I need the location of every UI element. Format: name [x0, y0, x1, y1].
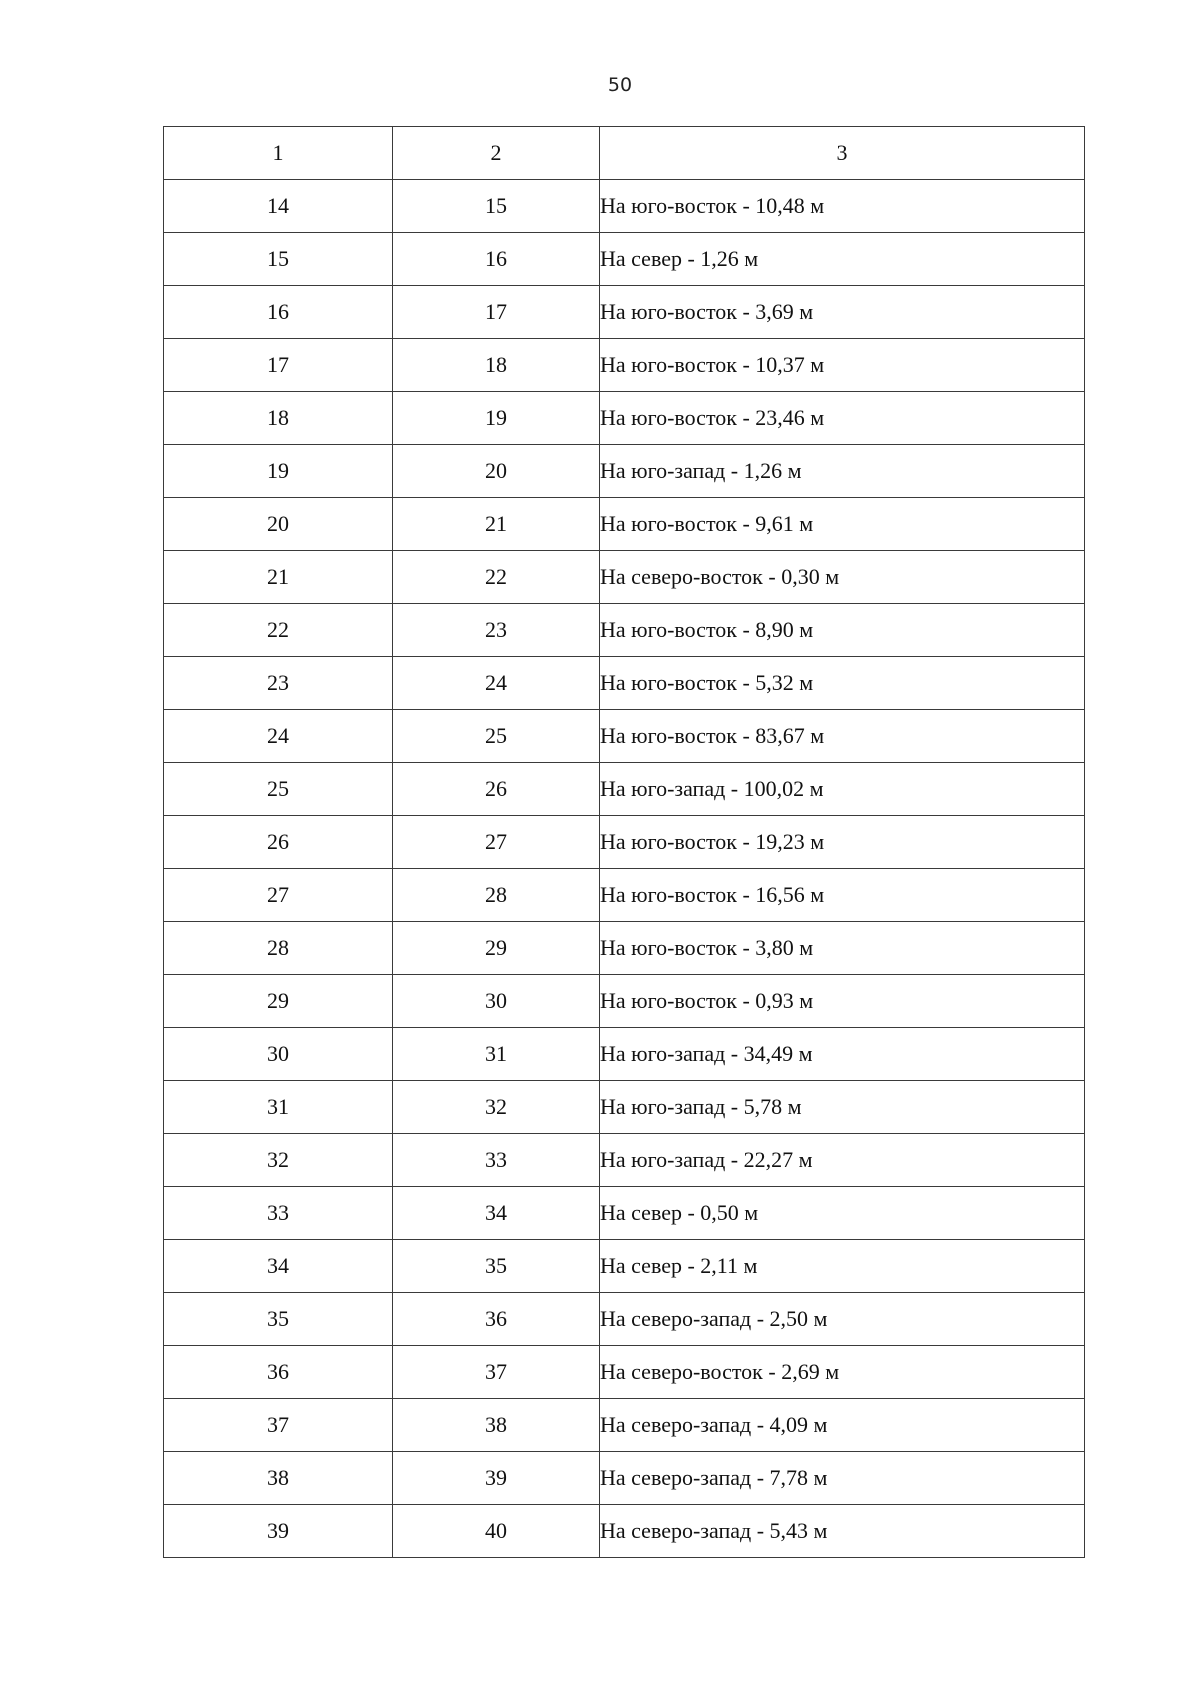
- cell-direction-distance: На северо-запад - 4,09 м: [600, 1399, 1085, 1452]
- cell-direction-distance: На юго-запад - 5,78 м: [600, 1081, 1085, 1134]
- cell-direction-distance: На юго-восток - 0,93 м: [600, 975, 1085, 1028]
- table-header-row: [164, 127, 1085, 180]
- cell-direction-distance: На северо-восток - 0,30 м: [600, 551, 1085, 604]
- cell-to-point: 18: [393, 339, 600, 392]
- table-row: [164, 763, 1085, 816]
- boundary-table: [163, 126, 1085, 1558]
- cell-to-point: 34: [393, 1187, 600, 1240]
- table-row: [164, 710, 1085, 763]
- cell-direction-distance: На юго-восток - 10,37 м: [600, 339, 1085, 392]
- cell-from-point: 16: [164, 286, 393, 339]
- table-row: [164, 869, 1085, 922]
- cell-direction-distance: На юго-запад - 34,49 м: [600, 1028, 1085, 1081]
- cell-from-point: 18: [164, 392, 393, 445]
- cell-from-point: 31: [164, 1081, 393, 1134]
- table-row: [164, 1187, 1085, 1240]
- cell-to-point: 25: [393, 710, 600, 763]
- table-row: [164, 1452, 1085, 1505]
- table-row: [164, 1399, 1085, 1452]
- cell-direction-distance: На юго-восток - 16,56 м: [600, 869, 1085, 922]
- table-row: [164, 180, 1085, 233]
- cell-to-point: 28: [393, 869, 600, 922]
- cell-direction-distance: На юго-запад - 100,02 м: [600, 763, 1085, 816]
- table-row: [164, 1293, 1085, 1346]
- cell-direction-distance: На северо-запад - 5,43 м: [600, 1505, 1085, 1558]
- table-row: [164, 922, 1085, 975]
- table-row: [164, 1028, 1085, 1081]
- column-header-1: 1: [164, 127, 393, 180]
- cell-to-point: 27: [393, 816, 600, 869]
- column-header-3: 3: [600, 127, 1085, 180]
- cell-from-point: 24: [164, 710, 393, 763]
- table-row: [164, 339, 1085, 392]
- cell-direction-distance: На юго-запад - 22,27 м: [600, 1134, 1085, 1187]
- cell-direction-distance: На северо-запад - 7,78 м: [600, 1452, 1085, 1505]
- cell-to-point: 26: [393, 763, 600, 816]
- cell-from-point: 27: [164, 869, 393, 922]
- cell-from-point: 35: [164, 1293, 393, 1346]
- cell-from-point: 34: [164, 1240, 393, 1293]
- cell-from-point: 26: [164, 816, 393, 869]
- page-number: 50: [607, 74, 633, 96]
- cell-direction-distance: На юго-восток - 3,69 м: [600, 286, 1085, 339]
- table-row: [164, 1081, 1085, 1134]
- cell-direction-distance: На юго-восток - 10,48 м: [600, 180, 1085, 233]
- cell-to-point: 38: [393, 1399, 600, 1452]
- cell-to-point: 21: [393, 498, 600, 551]
- cell-direction-distance: На юго-запад - 1,26 м: [600, 445, 1085, 498]
- cell-to-point: 24: [393, 657, 600, 710]
- cell-from-point: 21: [164, 551, 393, 604]
- cell-to-point: 20: [393, 445, 600, 498]
- cell-direction-distance: На юго-восток - 8,90 м: [600, 604, 1085, 657]
- table-row: [164, 551, 1085, 604]
- cell-direction-distance: На юго-восток - 23,46 м: [600, 392, 1085, 445]
- cell-to-point: 35: [393, 1240, 600, 1293]
- cell-direction-distance: На север - 0,50 м: [600, 1187, 1085, 1240]
- cell-to-point: 40: [393, 1505, 600, 1558]
- column-header-2: 2: [393, 127, 600, 180]
- cell-from-point: 25: [164, 763, 393, 816]
- table-row: [164, 392, 1085, 445]
- cell-from-point: 36: [164, 1346, 393, 1399]
- cell-from-point: 23: [164, 657, 393, 710]
- cell-to-point: 23: [393, 604, 600, 657]
- table-row: [164, 1346, 1085, 1399]
- table-row: [164, 445, 1085, 498]
- cell-direction-distance: На север - 2,11 м: [600, 1240, 1085, 1293]
- cell-from-point: 14: [164, 180, 393, 233]
- cell-from-point: 19: [164, 445, 393, 498]
- cell-direction-distance: На северо-запад - 2,50 м: [600, 1293, 1085, 1346]
- cell-from-point: 37: [164, 1399, 393, 1452]
- table-row: [164, 816, 1085, 869]
- cell-direction-distance: На юго-восток - 83,67 м: [600, 710, 1085, 763]
- cell-from-point: 30: [164, 1028, 393, 1081]
- cell-from-point: 38: [164, 1452, 393, 1505]
- table-row: [164, 604, 1085, 657]
- cell-to-point: 19: [393, 392, 600, 445]
- cell-from-point: 29: [164, 975, 393, 1028]
- cell-from-point: 32: [164, 1134, 393, 1187]
- cell-to-point: 17: [393, 286, 600, 339]
- cell-from-point: 17: [164, 339, 393, 392]
- cell-direction-distance: На юго-восток - 9,61 м: [600, 498, 1085, 551]
- cell-to-point: 30: [393, 975, 600, 1028]
- cell-to-point: 32: [393, 1081, 600, 1134]
- cell-to-point: 22: [393, 551, 600, 604]
- cell-from-point: 28: [164, 922, 393, 975]
- cell-from-point: 33: [164, 1187, 393, 1240]
- cell-to-point: 39: [393, 1452, 600, 1505]
- table-row: [164, 1134, 1085, 1187]
- cell-direction-distance: На северо-восток - 2,69 м: [600, 1346, 1085, 1399]
- table-row: [164, 975, 1085, 1028]
- cell-direction-distance: На север - 1,26 м: [600, 233, 1085, 286]
- table-row: [164, 498, 1085, 551]
- table-row: [164, 1240, 1085, 1293]
- cell-to-point: 31: [393, 1028, 600, 1081]
- cell-to-point: 36: [393, 1293, 600, 1346]
- table-row: [164, 1505, 1085, 1558]
- cell-direction-distance: На юго-восток - 5,32 м: [600, 657, 1085, 710]
- table-body: [164, 127, 1085, 1558]
- cell-to-point: 37: [393, 1346, 600, 1399]
- cell-from-point: 39: [164, 1505, 393, 1558]
- table-row: [164, 286, 1085, 339]
- cell-direction-distance: На юго-восток - 3,80 м: [600, 922, 1085, 975]
- table-row: [164, 657, 1085, 710]
- cell-from-point: 15: [164, 233, 393, 286]
- cell-direction-distance: На юго-восток - 19,23 м: [600, 816, 1085, 869]
- cell-to-point: 15: [393, 180, 600, 233]
- cell-to-point: 33: [393, 1134, 600, 1187]
- cell-from-point: 20: [164, 498, 393, 551]
- cell-from-point: 22: [164, 604, 393, 657]
- cell-to-point: 16: [393, 233, 600, 286]
- cell-to-point: 29: [393, 922, 600, 975]
- table-row: [164, 233, 1085, 286]
